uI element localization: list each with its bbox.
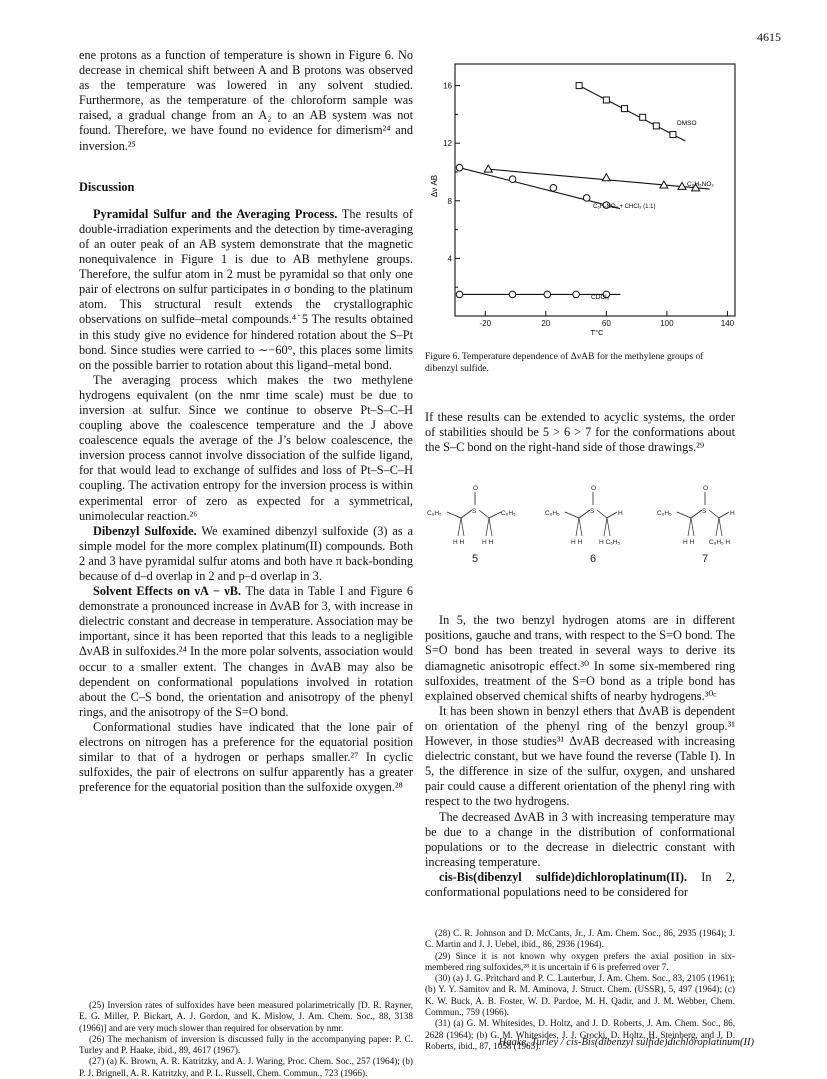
- structure-bottom-right: C₆H₅ H: [709, 539, 731, 546]
- y-tick-label: 8: [447, 196, 452, 206]
- footnote: (31) (a) G. M. Whitesides, D. Holtz, and J. D. Roberts, J. Am. Chem. Soc., 86, 2628 (1964); (b) G. M. Whitesides, J. J. Grocki, D. Holtz, H. Steinberg, and J. D. Roberts, ibid., 87, 1058 (1965).: [425, 1018, 735, 1051]
- paragraph-benzyl-hydrogens: In 5, the two benzyl hydrogen atoms are in different positions, gauche and trans, with respect to the S=O bond. The S=O bond has been treated in several ways to derive its diamagnetic anisotropic effect.³⁰ In some six-membered ring sulfoxides, treatment of the S=O bond as a triple bond has explained observed chemical shifts of nearby hydrogens.³⁰ᶜ: [425, 613, 735, 703]
- y-axis-label: Δν AB: [430, 174, 439, 198]
- x-tick-label: 100: [660, 319, 674, 328]
- oxygen-atom: O: [591, 485, 597, 492]
- intro-paragraph: ene protons as a function of temperature is shown in Figure 6. No decrease in chemical shift between A and B protons was observed as the temperature was lowered in any solvent studied. Furthermore, as the temperature of the chloroform sample was raised, a gradual change from an A₂ to an AB system was not found. Therefore, we have found no evidence for dimerism²⁴ and inversion.²⁵: [79, 48, 413, 153]
- series-label-nitrobenzene: C₆H₅NO₂: [687, 181, 714, 188]
- paragraph-pyramidal-sulfur: [79, 207, 413, 373]
- series-label-dmso: DMSO: [677, 120, 697, 127]
- structure-number: 5: [472, 553, 479, 565]
- paragraph-conformational: Conformational studies have indicated that the lone pair of electrons on nitrogen has a preference for the equatorial position similar to that of a hydrogen or perhaps smaller.²⁷ In cyclic sulfoxides, the pair of electrons on sulfur apparently has a greater preference for the equatorial position than the sulfoxide oxygen.²⁸: [79, 719, 413, 795]
- series-line-0: [579, 86, 685, 141]
- left-column: [79, 48, 413, 795]
- data-point-circle: [573, 291, 580, 298]
- structure-number: 7: [702, 553, 709, 565]
- runin-heading: Dibenzyl Sulfoxide.: [93, 523, 197, 538]
- structure-bottom-right: H H: [482, 539, 494, 546]
- oxygen-atom: O: [473, 485, 479, 492]
- structure-number: 6: [590, 553, 597, 565]
- x-tick-label: 20: [541, 319, 551, 328]
- oxygen-atom: O: [703, 485, 709, 492]
- data-point-circle: [583, 195, 590, 202]
- footnote: (26) The mechanism of inversion is discussed fully in the accompanying paper: P. C. Turley and P. Haake, ibid., 89, 4617 (1967).: [79, 1033, 413, 1056]
- right-column: [425, 410, 735, 900]
- series-line-1: [488, 169, 709, 189]
- structure-bottom-left: H H: [571, 539, 583, 546]
- structure-bottom-left: H H: [453, 539, 465, 546]
- structure-bottom-left: H H: [683, 539, 695, 546]
- data-point-square: [576, 83, 582, 89]
- footnote: (29) Since it is not known why oxygen prefers the axial position in six-membered ring sulfoxides,²⁸ it is uncertain if 6 is preferred over 7.: [425, 950, 735, 972]
- series-label-mixture: C₆H₅NO₂ + CHCl₃ (1:1): [593, 204, 656, 210]
- data-point-circle: [550, 185, 557, 192]
- footnote: (27) (a) K. Brown, A. R. Katritzky, and A. J. Waring, Proc. Chem. Soc., 257 (1964); (b) P. J. Brignell, A. R. Katritzky, and P. L. Russell, Chem. Commun., 723 (1966).: [79, 1056, 413, 1078]
- x-tick-label: 140: [720, 319, 735, 328]
- data-point-square: [670, 132, 676, 138]
- paragraph-text: We examined dibenzyl sulfoxide (3) as a simple model for the more complex platinum(II) compounds. Both 2 and 3 have pyramidal sulfur atoms and both have π back-bonding because of d–d overlap in 2 and p–d overlap in 3.: [79, 523, 413, 583]
- structure-right-group: H: [730, 510, 735, 517]
- y-tick-label: 4: [447, 254, 452, 264]
- data-point-circle: [509, 291, 516, 298]
- data-point-square: [653, 123, 659, 129]
- paragraph-stabilities: If these results can be extended to acyclic systems, the order of stabilities should be 5 > 6 > 7 for the conformations about the S–C bond on the right-hand side of those drawings.²⁹: [425, 410, 735, 455]
- structure-left-group: C₆H₅: [545, 510, 560, 517]
- x-axis-label: T°C: [590, 328, 604, 337]
- paragraph-averaging: The averaging process which makes the two methylene hydrogens equivalent (on the nmr time scale) must be due to inversion at sulfur. Since we continue to observe Pt–S–C–H coupling above the coalescence temperature and the J above coalescence equals the average of the J’s below coalescence, the inversion process cannot involve dissociation of the sulfide ligand, for that would lead to exchange of sulfides and loss of Pt–S–C–H coupling. The activation entropy for the inversion process is within experimental error of zero as expected for a symmetrical, unimolecular reaction.²⁶: [79, 372, 413, 523]
- data-point-circle: [509, 176, 516, 183]
- paragraph-solvent-effects: [79, 584, 413, 720]
- footnote: (28) C. R. Johnson and D. McCants, Jr., J. Am. Chem. Soc., 86, 2935 (1964); J. C. Martin and J. J. Uebel, ibid., 86, 2936 (1964).: [425, 928, 735, 950]
- structure-left-group: C₆H₅: [657, 510, 672, 517]
- footnote: (25) Inversion rates of sulfoxides have been measured polarimetrically [D. R. Rayner, E. G. Miller, P. Bickart, A. J. Gordon, and K. Mislow, J. Am. Chem. Soc., 88, 3138 (1966)] and are very much slower than required for observation by nmr.: [79, 1000, 413, 1033]
- sulfur-atom: S: [702, 508, 707, 515]
- section-heading: Discussion: [79, 179, 135, 194]
- y-tick-label: 12: [443, 139, 452, 149]
- footnotes-right: [425, 928, 735, 1052]
- data-point-triangle: [484, 165, 492, 172]
- sulfur-atom: S: [472, 508, 477, 515]
- paragraph-temperature: The decreased ΔνAB in 3 with increasing temperature may be due to a change in the distribution of conformational populations or to the decrease in dielectric constant with increasing temperature.: [425, 809, 735, 869]
- data-point-square: [622, 106, 628, 112]
- x-tick-label: -20: [479, 319, 492, 328]
- paragraph-text: In 2, conformational populations need to be considered for: [425, 869, 735, 899]
- x-tick-label: 60: [601, 319, 611, 328]
- data-point-circle: [544, 291, 551, 298]
- data-point-square: [603, 97, 609, 103]
- runin-heading: cis-Bis(dibenzyl sulfide)dichloroplatinum(II).: [439, 869, 688, 884]
- structure-right-group: H: [618, 510, 623, 517]
- runin-heading: Solvent Effects on νΑ − νΒ.: [93, 584, 241, 599]
- figure-caption: Figure 6. Temperature dependence of ΔνAB for the methylene groups of dibenzyl sulfide.: [425, 351, 704, 374]
- footnote: (30) (a) J. G. Pritchard and P. C. Lauterbur, J. Am. Chem. Soc., 83, 2105 (1961); (b) Y. Y. Samitov and R. M. Aminova, J. Struct. Chem. (USSR), 5, 497 (1964); (c) K. W. Buck, A. B. Foster, W. D. Pardoe, M. H. Qadir, and J. M. Webber, Chem. Commun., 759 (1966).: [425, 973, 735, 1018]
- paragraph-dibenzyl-sulfoxide: [79, 524, 413, 584]
- series-label-cdcl3: CDCl₃: [591, 294, 610, 301]
- structure-bottom-right: H C₆H₅: [599, 539, 621, 546]
- page-number: 4615: [757, 30, 781, 44]
- y-tick-label: 16: [443, 81, 452, 91]
- sulfur-atom: S: [590, 508, 595, 515]
- paragraph-text: The results of double-irradiation experiments and the detection by time-averaging of an outer peak of an AB system demonstrate that the magnetic nonequivalence in Figure 1 is due to AB methylene groups. Therefore, the sulfur atom in 2 must be pyramidal so that only one pair of electrons on sulfur participates in σ bonding to the platinum atom. This structural result extends the crystallographic observations on sulfide–metal compounds.⁴˙5 The results obtained in this study give no evidence for hindered rotation about the S–Pt bond. Since studies were carried to ∼−60°, this places some limits on the possible barrier to rotation about this ligand–metal bond.: [79, 206, 413, 372]
- data-point-triangle: [602, 174, 610, 181]
- paragraph-benzyl-ethers: It has been shown in benzyl ethers that ΔνAB is dependent on orientation of the phenyl ring of the benzyl group.³¹ However, in those studies³¹ ΔνAB decreased with increasing dielectric constant, but we have found the reverse (Table I). In 5, the difference in size of the sulfur, oxygen, and unshared pair could cause a different orientation of the phenyl ring with respect to the two hydrogens.: [425, 703, 735, 809]
- figure-6-chart: [425, 58, 743, 340]
- structure-left-group: C₆H₅: [427, 510, 442, 517]
- data-point-square: [640, 114, 646, 120]
- data-point-circle: [456, 164, 463, 171]
- page-footer: Haake, Turley / cis-Bis(dibenzyl sulfide)dichloroplatinum(II): [498, 1037, 754, 1048]
- paragraph-platinum: [425, 870, 735, 900]
- footnotes-left: [79, 1000, 413, 1079]
- data-point-circle: [456, 291, 463, 298]
- runin-heading: Pyramidal Sulfur and the Averaging Process.: [93, 206, 338, 221]
- paragraph-text: The data in Table I and Figure 6 demonstrate a pronounced increase in ΔνAB for 3, with increase in dielectric constant and decrease in temperature. Association may be important, since it has been reported that this leads to a negligible ΔνAB in sulfoxides.²⁴ In the more polar solvents, association would occur to a smaller extent. The changes in ΔνAB may also be dependent on conformational populations involved in rotation about the C–S bond, the orientation and anisotropy of the phenyl rings, and the anisotropy of the S=O bond.: [79, 584, 413, 719]
- structure-right-group: C₆H₅: [501, 510, 516, 517]
